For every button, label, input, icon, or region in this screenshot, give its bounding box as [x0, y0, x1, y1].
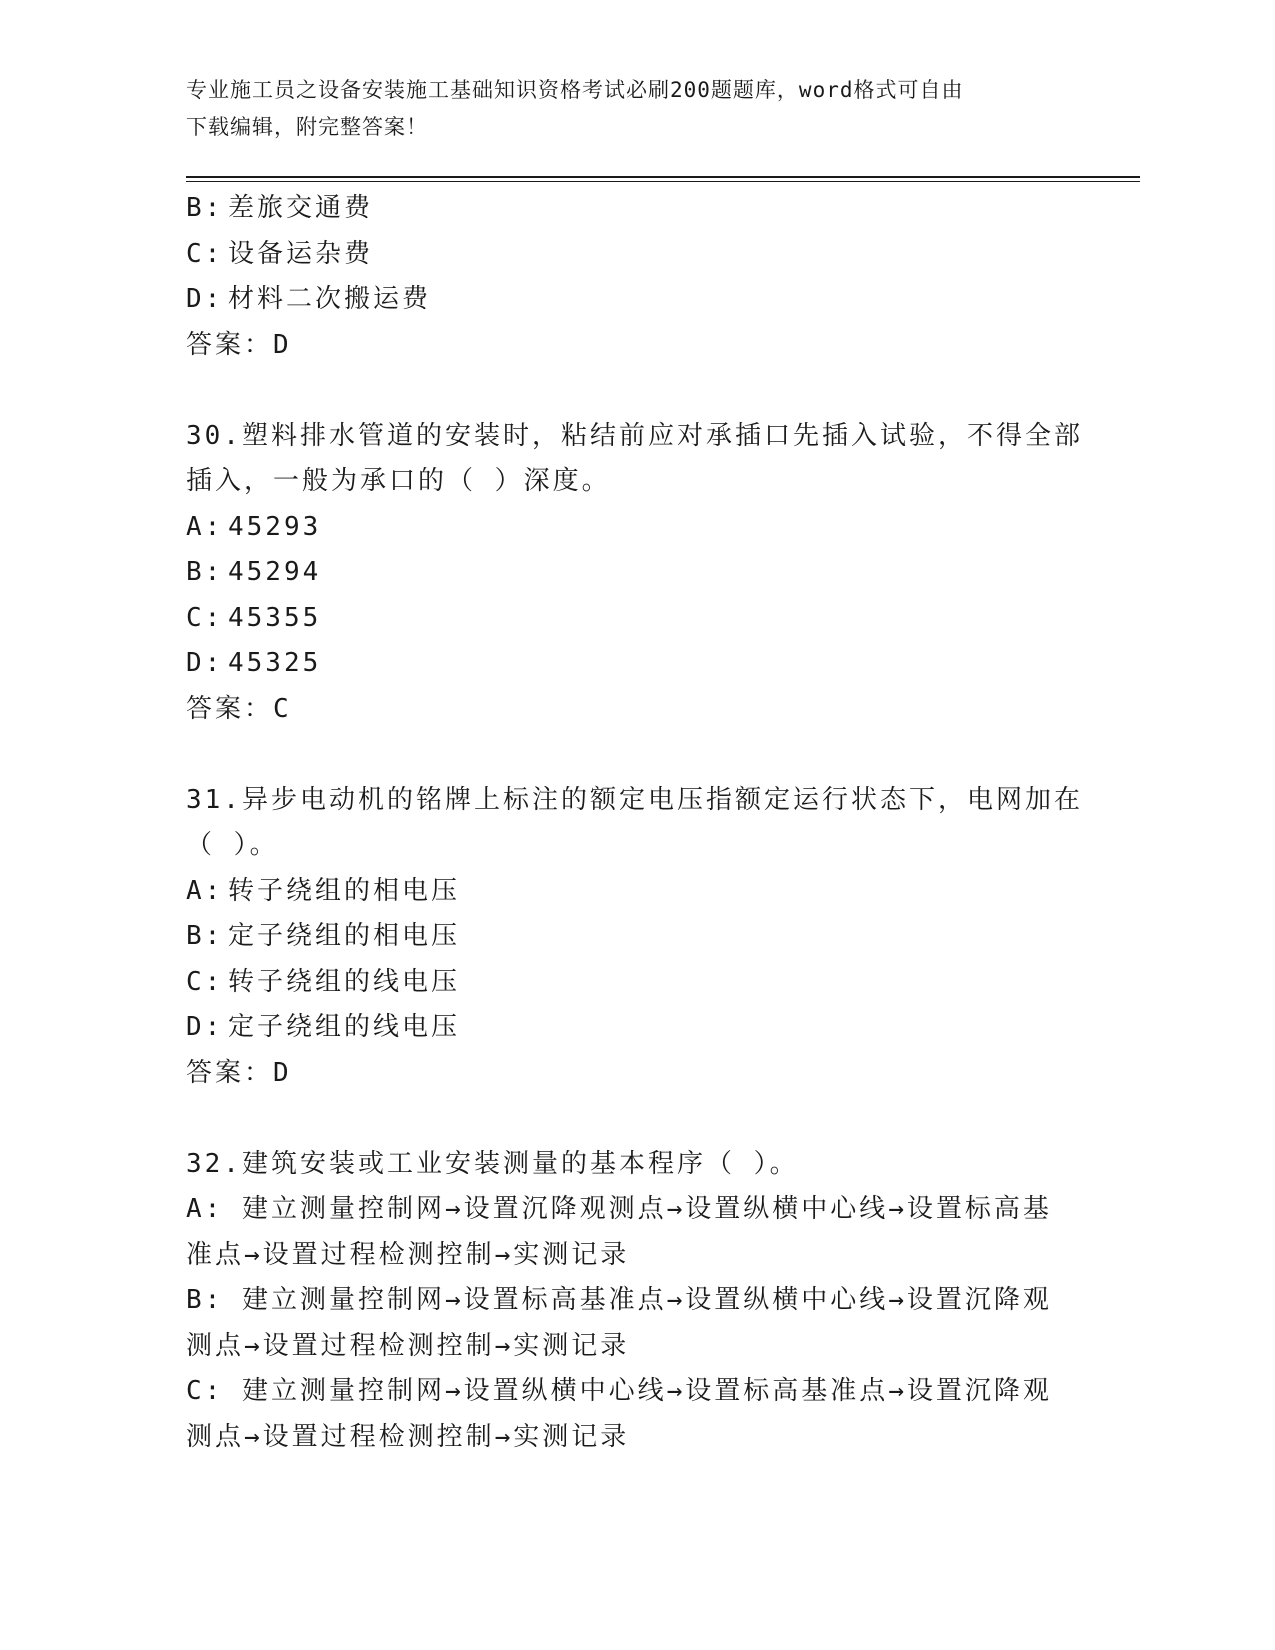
question-text-line-1: 30.塑料排水管道的安装时，粘结前应对承插口先插入试验，不得全部	[186, 420, 1083, 451]
answer: 答案：C	[186, 693, 292, 724]
question-text-line-1: 32.建筑安装或工业安装测量的基本程序（ ）。	[186, 1148, 799, 1179]
option-c	[186, 1369, 1066, 1460]
option-a	[186, 505, 1066, 551]
option-letter: B:	[186, 193, 224, 223]
header-line-2: 下载编辑，附完整答案！	[186, 115, 428, 139]
option-text-line-1: B: 建立测量控制网→设置标高基准点→设置纵横中心线→设置沉降观	[186, 1285, 1052, 1315]
question-31	[186, 778, 1083, 1097]
option-letter: A:	[186, 511, 224, 542]
option-d	[186, 277, 1066, 323]
document-body	[186, 186, 1083, 1460]
option-text-line-1: C: 建立测量控制网→设置纵横中心线→设置标高基准点→设置沉降观	[186, 1376, 1052, 1406]
question-text-line-2: （ ）。	[186, 830, 279, 860]
option-letter: B:	[186, 921, 224, 951]
header-divider-thin	[186, 181, 1140, 182]
option-text: 转子绕组的相电压	[228, 875, 461, 906]
header-line-1: 专业施工员之设备安装施工基础知识资格考试必刷200题题库，word格式可自由	[186, 78, 964, 102]
option-d	[186, 1005, 1066, 1051]
option-letter: D:	[186, 284, 224, 314]
option-b	[186, 550, 1066, 596]
option-d	[186, 641, 1066, 687]
option-b	[186, 186, 1066, 232]
option-text-line-2: 测点→设置过程检测控制→实测记录	[186, 1330, 630, 1361]
option-text: 定子绕组的相电压	[228, 921, 461, 951]
option-letter: A:	[186, 875, 224, 906]
option-text-line-2: 准点→设置过程检测控制→实测记录	[186, 1239, 630, 1270]
option-text: 转子绕组的线电压	[228, 966, 461, 997]
option-b	[186, 1278, 1066, 1369]
question-text-line-1: 31.异步电动机的铭牌上标注的额定电压指额定运行状态下，电网加在	[186, 784, 1083, 815]
option-text: 设备运杂费	[228, 238, 374, 269]
option-text: 45325	[228, 648, 322, 678]
option-letter: D:	[186, 1012, 224, 1042]
option-c	[186, 960, 1066, 1006]
option-a	[186, 1187, 1066, 1278]
option-letter: C:	[186, 238, 224, 269]
question-text-line-2: 插入，一般为承口的（ ）深度。	[186, 466, 611, 496]
option-text: 45355	[228, 602, 322, 633]
question-30	[186, 414, 1083, 733]
option-text: 差旅交通费	[228, 193, 374, 223]
option-letter: C:	[186, 602, 224, 633]
option-letter: D:	[186, 648, 224, 678]
answer: 答案：D	[186, 1057, 292, 1088]
header-divider-thick	[186, 176, 1140, 178]
option-text: 45294	[228, 557, 322, 587]
option-b	[186, 914, 1066, 960]
option-text: 材料二次搬运费	[228, 284, 432, 314]
option-c	[186, 232, 1066, 278]
answer: 答案：D	[186, 329, 292, 360]
option-text-line-1: A: 建立测量控制网→设置沉降观测点→设置纵横中心线→设置标高基	[186, 1194, 1052, 1224]
document-header	[186, 72, 1066, 146]
option-text: 45293	[228, 511, 322, 542]
option-letter: B:	[186, 557, 224, 587]
question-29	[186, 186, 1066, 368]
option-text: 定子绕组的线电压	[228, 1012, 461, 1042]
option-text-line-2: 测点→设置过程检测控制→实测记录	[186, 1421, 630, 1452]
question-32	[186, 1142, 1066, 1461]
option-a	[186, 869, 1066, 915]
option-c	[186, 596, 1066, 642]
option-letter: C:	[186, 966, 224, 997]
